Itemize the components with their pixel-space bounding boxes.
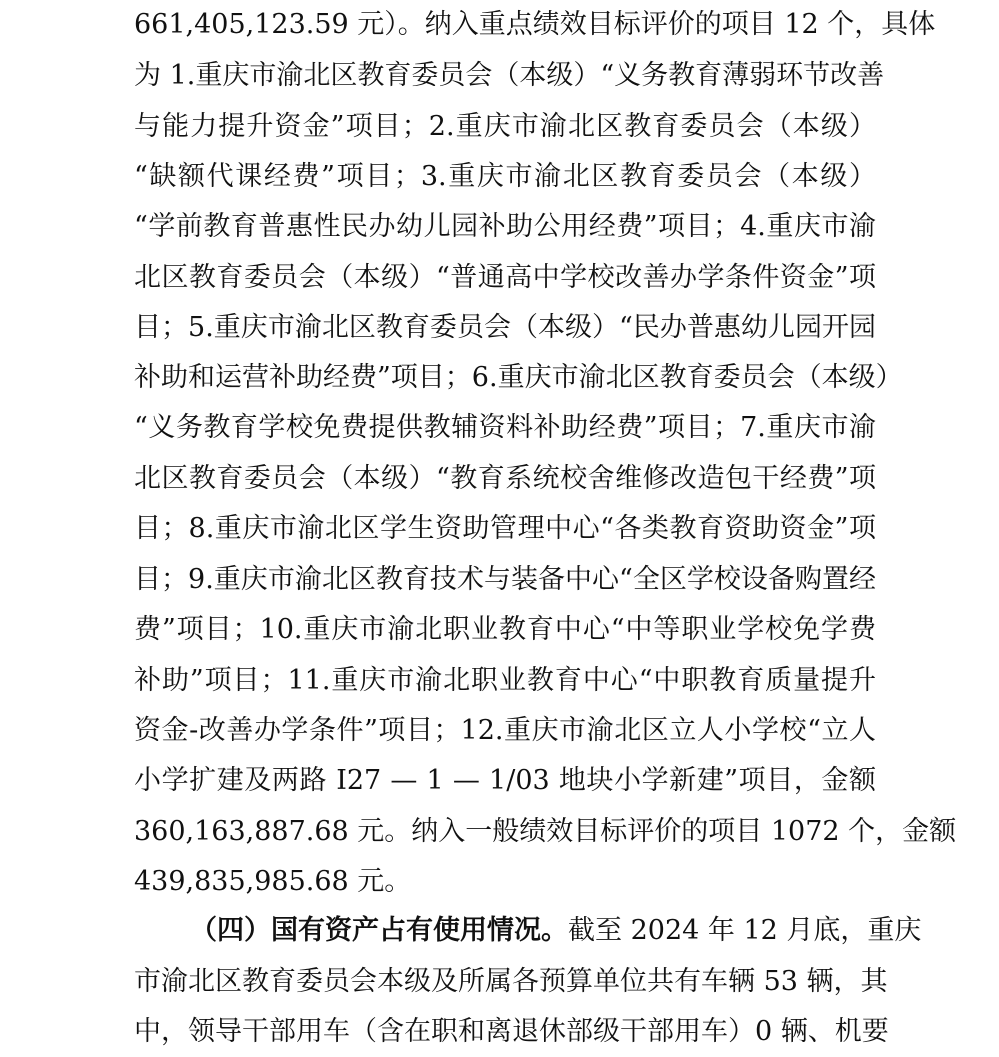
text-line: 目；8.重庆市渝北区学生资助管理中心“各类教育资助资金”项 bbox=[134, 513, 876, 544]
text-line: 为 1.重庆市渝北区教育委员会（本级）“义务教育薄弱环节改善 bbox=[134, 60, 885, 91]
paragraph-first-line-text: 截至 2024 年 12 月底，重庆 bbox=[568, 915, 922, 946]
text-line: 市渝北区教育委员会本级及所属各预算单位共有车辆 53 辆，其 bbox=[134, 966, 888, 997]
text-line: 费”项目；10.重庆市渝北职业教育中心“中等职业学校免学费 bbox=[134, 614, 876, 645]
text-line: “缺额代课经费”项目；3.重庆市渝北区教育委员会（本级） bbox=[134, 161, 876, 192]
text-line: 北区教育委员会（本级）“普通高中学校改善办学条件资金”项 bbox=[134, 262, 876, 293]
text-line: 与能力提升资金”项目；2.重庆市渝北区教育委员会（本级） bbox=[134, 111, 876, 142]
text-line: “学前教育普惠性民办幼儿园补助公用经费”项目；4.重庆市渝 bbox=[134, 211, 876, 242]
text-line: 小学扩建及两路 I27 — 1 — 1/03 地块小学新建”项目，金额 bbox=[134, 765, 876, 796]
text-line: 439,835,985.68 元。 bbox=[134, 866, 412, 897]
section-heading: （四）国有资产占有使用情况。 bbox=[190, 915, 568, 946]
text-line: 资金-改善办学条件”项目；12.重庆市渝北区立人小学校“立人 bbox=[134, 715, 876, 746]
paragraph-first-line bbox=[190, 906, 922, 956]
text-line: 补助”项目；11.重庆市渝北职业教育中心“中职教育质量提升 bbox=[134, 665, 876, 696]
text-line: 目；5.重庆市渝北区教育委员会（本级）“民办普惠幼儿园开园 bbox=[134, 312, 876, 343]
text-line: 北区教育委员会（本级）“教育系统校舍维修改造包干经费”项 bbox=[134, 463, 876, 494]
text-line: 中，领导干部用车（含在职和离退休部级干部用车）0 辆、机要 bbox=[134, 1016, 889, 1047]
text-line: 目；9.重庆市渝北区教育技术与装备中心“全区学校设备购置经 bbox=[134, 564, 876, 595]
text-line: “义务教育学校免费提供教辅资料补助经费”项目；7.重庆市渝 bbox=[134, 412, 876, 443]
text-line: 360,163,887.68 元。纳入一般绩效目标评价的项目 1072 个，金额 bbox=[134, 816, 957, 847]
text-line: 661,405,123.59 元）。纳入重点绩效目标评价的项目 12 个，具体 bbox=[134, 9, 936, 40]
text-line: 补助和运营补助经费”项目；6.重庆市渝北区教育委员会（本级） bbox=[134, 362, 903, 393]
